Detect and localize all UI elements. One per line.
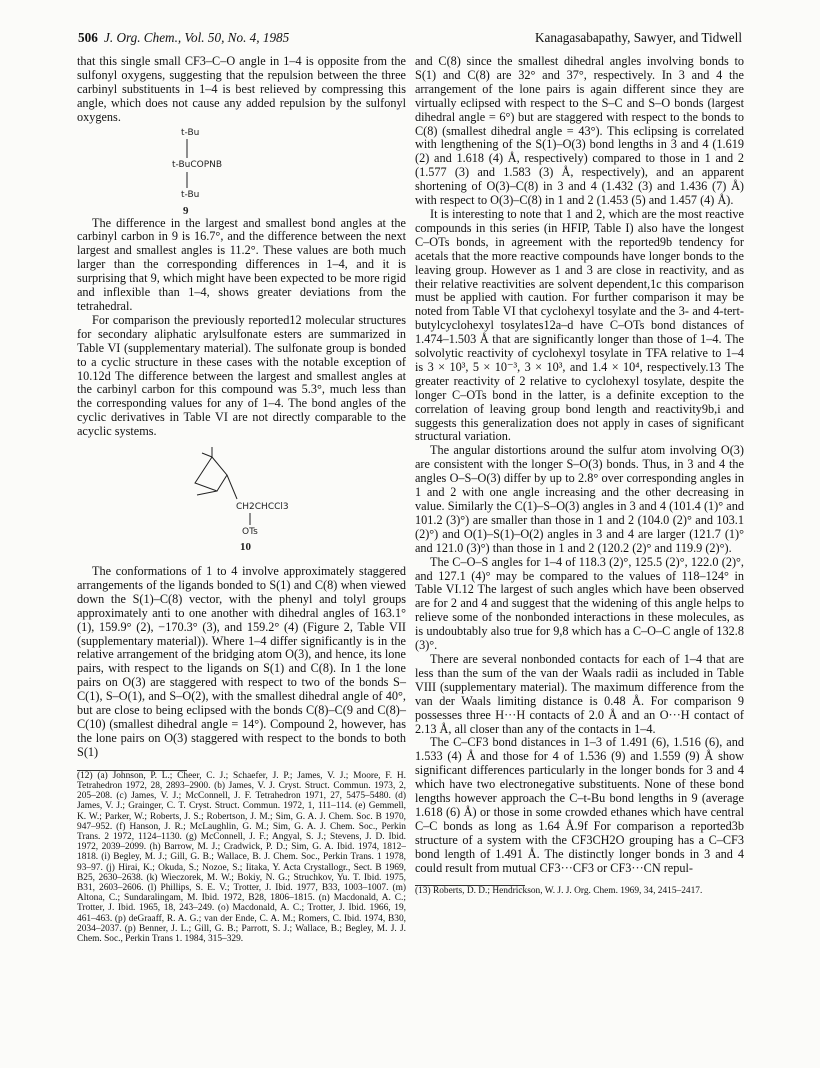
paragraph: The conformations of 1 to 4 involve approximately staggered arrangements of the ligands bonded to S(1) and C(8) when viewed down the S(1)–C(8) vector, with the phenyl and tolyl groups approximately anti to one another with dihedral angles of 163.1° (1), 159.9° (2), −170.3° (3), and 159.2° (4) (Figure 2, Table VII (supplementary material)). Where 1–4 differ significantly is in the relative arrangement of the bridging atom O(3), and hence, its lone pairs, with respect to the ligands on S(1) and C(8). In 1 the lone pairs on O(3) are staggered with respect to two of the bonds S–C(1), S–O(1), and S–O(2), with the smallest dihedral angle of 40°, but are close to being eclipsed with the bonds C(8)–C(9 and C(8)–C(10) (smallest dihedral angle = 14°). Compound 2, however, has the lone pairs on O(3) staggered with respect to the bonds to both S(1) [77,564,406,759]
paragraph: The C–CF3 bond distances in 1–3 of 1.491 (6), 1.516 (6), and 1.533 (4) Å and those for 4 of 1.536 (9) and 1.559 (9) Å show significant differences particularly in the longer bonds for 3 and 4 which have two electronegative substituents. None of these bond lengths however approach the C–t-Bu bond lengths in 9 (average 1.618 (6) Å) or those in some crowded ethanes which have central C–C bonds as long as 1.64 Å.9f For comparison a reported3b structure of a system with the CF3CH2O grouping has a C–CF3 bond length of 1.491 Å. The distinctly longer bonds in 3 and 4 could result from mutual CF3···CF3 or CF3···CN repul- [415,735,744,875]
footnote-13: (13) Roberts, D. D.; Hendrickson, W. J. J. Org. Chem. 1969, 34, 2415–2417. [415,886,703,897]
paragraph: It is interesting to note that 1 and 2, which are the most reactive compounds in this series (in HFIP, Table I) also have the longest C–OTs bonds, in agreement with the reported9b tendency for acetals that the more reactive compounds have longer bonds to the leaving group. However as 1 and 3 are close in reactivity, and as their relative reactivities are solvent dependent,1c this comparison must be applied with caution. For further comparison it may be noted from Table VI that cyclohexyl tosylate and the 3- and 4-tert-butylcyclohexyl tosylates12a–d have C–OTs bond distances of 1.474–1.503 Å that are significantly longer than those of 1–4. The solvolytic reactivity of cyclohexyl tosylate in TFA relative to 1–4 is 3 × 10³, 5 × 10⁻³, 3 × 10³, and 1.4 × 10⁴, respectively.13 The greater reactivity of 2 relative to cyclohexyl tosylate, despite the longer C–OTs bond in the latter, is a definite exception to the correlation of leaving group bond length and reactivity9b,i and suggests this generalization does not apply in cases of significant structural variation. [415,206,744,444]
right-column [415,55,744,897]
structure-10 [77,439,406,554]
page-header [78,30,742,48]
running-authors: Kanagasabapathy, Sawyer, and Tidwell [534,30,742,45]
paragraph: The difference in the largest and smallest bond angles at the carbinyl carbon in 9 is 16.7°, and the difference between the next largest and smallest angles is 11.2°. These values are both much larger than the corresponding differences in 1–4, and it is surprising that 9, which might have been expected to be more rigid and inflexible than 1–4, shows greater deviations from the tetrahedral. [77,215,406,313]
footnote-12: (12) (a) Johnson, P. L.; Cheer, C. J.; Schaefer, J. P.; James, V. J.; Moore, F. H. Tetrahedron 1972, 28, 2893–2900. (b) James, V. J. Cryst. Struct. Commun. 1973, 2, 205–208. (c) James, V. J.; McConnell, J. F. Tetrahedron 1971, 27, 5475–5480. (d) James, V. J.; Grainger, C. T. Cryst. Struct. Commun. 1972, 1, 111–114. (e) Gemmell, K. W.; Parker, W.; Roberts, J. S.; Robertson, J. M.; Sim, G. A. J. Chem. Soc. B 1970, 947–952. (f) Hanson, J. R.; McLaughlin, G. M.; Sim, G. A. J. Chem. Soc., Perkin Trans. 2 1972, 1124–1130. (g) McConnell, J. F.; Angyal, S. J.; Stevens, J. D. Ibid. 1972, 2039–2099. (h) Barrow, M. J.; Cradwick, P. D.; Sim, G. A. Ibid. 1974, 1812–1818. (i) Begley, M. J.; Gill, G. B.; Wallace, B. J. Chem. Soc., Perkin Trans. 1 1978, 93–97. (j) Hirai, K.; Okuda, S.; Nozoe, S.; Iitaka, Y. Acta Crystallogr., Sect. B 1969, B25, 2630–2638. (k) Wieczorek, M. W.; Bokiy, N. G.; Struchkov, Yu. T. Ibid. 1975, B31, 2603–2606. (l) Phillips, S. E. V.; Trotter, J. Ibid. 1977, B33, 1003–1007. (m) Altona, C.; Sundaralingam, M. Ibid. 1972, B28, 1806–1815. (n) Macdonald, A. C.; Trotter, J. Ibid. 1965, 18, 243–249. (o) Macdonald, A. C.; Trotter, J. Ibid. 1966, 19, 461–463. (p) deGraaff, R. A. G.; van der Ende, C. A. M.; Romers, C. Ibid. 1974, B30, 2034–2037. (p) Benner, J. L.; Gill, G. B.; Parrott, S. J.; Wallace, B.; Begley, M. J. J. Chem. Soc., Perkin Trans 1. 1984, 315–329. [77,770,406,944]
left-column [77,55,406,944]
page-number: 506 [78,30,98,45]
paragraph: and C(8) since the smallest dihedral angles involving bonds to S(1) and C(8) are 32° and 37°, respectively. In 3 and 4 the arrangement of the lone pairs is again different since they are virtually eclipsed with respect to the S–C and S–O bonds (largest dihedral angle = 6°) but are staggered with respect to the bonds to C(8) (smallest dihedral angle = 43°). This eclipsing is correlated with lengthening of the S(1)–O(3) bond lengths in 3 and 4 (1.619 (2) and 1.618 (4) Å, respectively) compared to those in 1 and 2 (1.577 (3) and 1.583 (3) Å, respectively), and an apparent shortening of O(3)–C(8) in 3 and 4 (1.432 (3) and 1.436 (7) Å) with respect to O(3)–C(8) in 1 and 2 (1.453 (5) and 1.457 (4) Å). [415,54,744,208]
tert-butyl-label-top: t-Bu [181,127,200,138]
tosylate-label: OTs [242,527,258,538]
paragraph: For comparison the previously reported12 molecular structures for secondary aliphatic arylsulfonate esters are summarized in Table VI (supplementary material). The sulfonate group is bonded to a cyclic structure in these cases with the notable exception of 10.12d The difference between the largest and smallest angles at the carbinyl carbon for this compound was 5.3°, much less than the corresponding values for any of 1–4. The bond angles of the cyclic derivatives in Table VI are not directly comparable to the acyclic systems. [77,312,406,439]
tert-butyl-label-bottom: t-Bu [181,189,200,200]
paragraph: There are several nonbonded contacts for each of 1–4 that are less than the sum of the van der Waals radii as included in Table VIII (supplementary material). The maximum difference from the van der Waals limiting distance is 0.48 Å. For comparison 9 possesses three H···H contacts of 2.0 Å and an O···H contact of 2.13 Å, all closer than any of the contacts in 1–4. [415,651,744,736]
structure-9-bonds [77,125,406,205]
paragraph: that this single small CF3–C–O angle in 1–4 is opposite from the sulfonyl oxygens, suggesting that the repulsion between the three carbinyl substituents in 1–4 is best relieved by compressing this angle, which does not cause any added repulsion by the sulfonyl oxygens. [77,54,406,124]
structure-9 [77,125,406,217]
paragraph: The angular distortions around the sulfur atom involving O(3) are consistent with the longer S–O(3) bonds. Thus, in 3 and 4 the angles O–S–O(3) differ by up to 2.8° over corresponding angles in 1 and 2 with one angle increasing and the other decreasing in value. Similarly the C(1)–S–O(3) angles in 3 and 4 (101.4 (1)° and 101.2 (3)°) are smaller than those in 1 and 2 (104.0 (2)° and 103.1 (2)°) and O(1)–S(1)–O(2) angles in 3 and 4 are larger (121.7 (1)° and 121.0 (3)°) than those in 1 and 2 (120.2 (2)° and 119.9 (2)°). [415,443,744,555]
side-chain-label: CH2CHCCl3 [236,502,289,513]
compound-number-9: 9 [183,204,189,217]
paragraph: The C–O–S angles for 1–4 of 118.3 (2)°, 125.5 (2)°, 122.0 (2)°, and 127.1 (4)° may be compared to the values of 118–124° in Table VI.12 The largest of such angles which have been observed are for 2 and 4 and suggest that the widening of this angle helps to relieve some of the nonbonded interactions in these molecules, as is undoubtably also true for 9,8 which has a C–O–C angle of 132.8 (3)°. [415,554,744,653]
journal-citation: J. Org. Chem., Vol. 50, No. 4, 1985 [104,30,290,45]
compound-number-10: 10 [240,541,251,554]
carbinyl-pnb-label: t-BuCOPNB [172,159,223,170]
